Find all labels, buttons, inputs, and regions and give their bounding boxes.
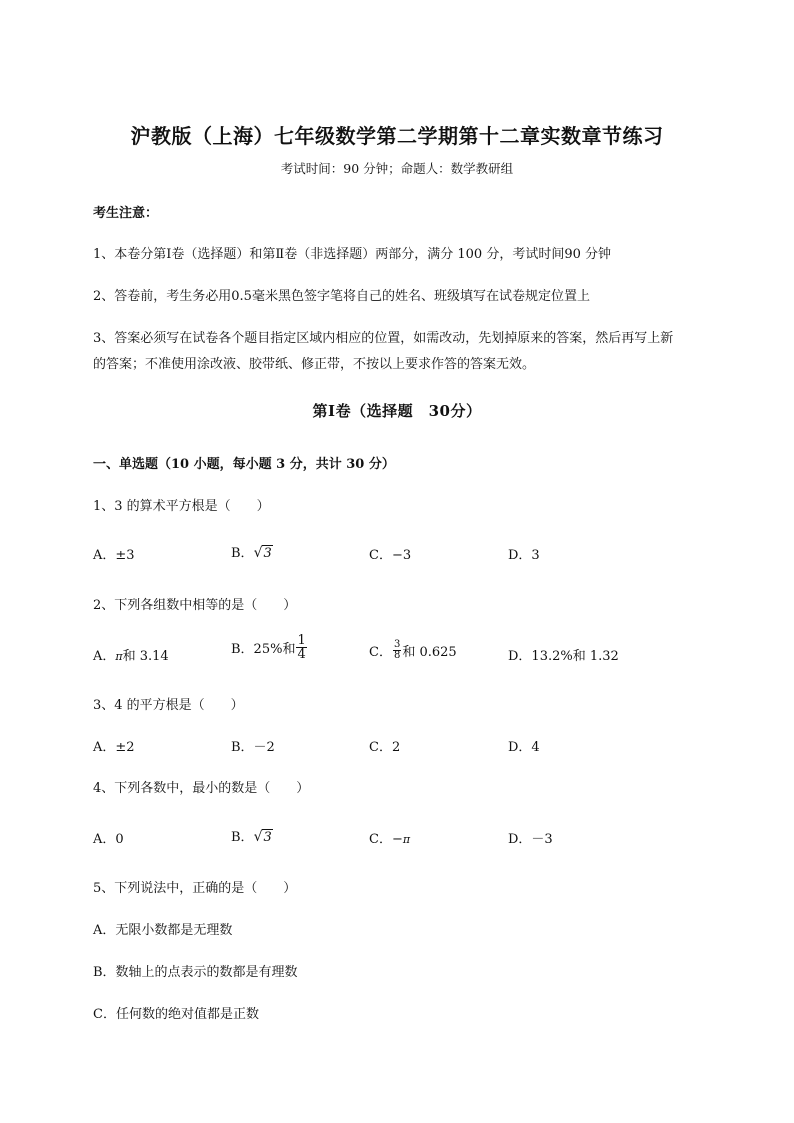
exam-subtitle: 考试时间：90 分钟；命题人：数学教研组 [280,161,514,176]
q2-option-c-rest: 和 0.625 [402,645,457,660]
question-2-stem: 2、下列各组数中相等的是（ ） [93,598,297,613]
q4-option-b-radicand: 3 [263,830,272,845]
q4-option-b[interactable] [231,826,273,845]
q2-option-c-label: C． [369,645,392,660]
sqrt-symbol: √3 [253,545,272,561]
fraction-denominator: 8 [393,650,401,661]
q4-option-a[interactable]: A．0 [93,832,124,847]
question-4-stem: 4、下列各数中，最小的数是（ ） [93,781,310,796]
notice-item-1: 1、本卷分第Ⅰ卷（选择题）和第Ⅱ卷（非选择题）两部分，满分 100 分，考试时间90 分钟 [93,247,611,262]
pi-symbol: π [115,650,123,663]
q1-option-c[interactable]: C．−3 [369,548,412,563]
question-5-stem: 5、下列说法中，正确的是（ ） [93,881,297,896]
fraction-three-eighths [393,640,401,661]
q2-option-a-label: A． [93,649,116,664]
q3-option-d[interactable]: D．4 [508,740,540,755]
q2-option-a-rest: 和 3.14 [122,649,169,664]
notice-item-3: 3、答案必须写在试卷各个题目指定区域内相应的位置，如需改动，先划掉原来的答案，然后再写上新 [93,331,674,346]
exam-title: 沪教版（上海）七年级数学第二学期第十二章实数章节练习 [130,124,664,148]
q1-option-b[interactable] [231,542,273,561]
fraction-numerator: 1 [297,633,306,648]
q1-option-b-label: B． [231,546,254,561]
notice-heading: 考生注意： [93,206,159,221]
q3-option-b[interactable]: B．－2 [231,740,275,755]
q2-option-b[interactable] [231,634,308,661]
question-3-stem: 3、4 的平方根是（ ） [93,698,244,713]
q4-option-c[interactable] [369,828,410,847]
q5-option-c[interactable]: C．任何数的绝对值都是正数 [93,1007,259,1022]
section-title: 第Ⅰ卷（选择题 30分） [312,402,482,420]
fraction-denominator: 4 [297,647,306,662]
q1-option-a[interactable]: A．±3 [93,548,135,563]
q1-option-d[interactable]: D．3 [508,548,540,563]
question-1-stem: 1、3 的算术平方根是（ ） [93,499,270,514]
q2-option-b-label: B．25%和 [231,642,296,657]
sqrt-symbol: √3 [253,829,272,845]
q2-option-a[interactable] [93,645,169,664]
fraction-one-quarter [296,634,306,661]
q3-option-a[interactable]: A．±2 [93,740,135,755]
q1-option-b-radicand: 3 [263,546,272,561]
q4-option-c-label: C．− [369,832,403,847]
pi-symbol: π [402,833,411,846]
q4-option-b-label: B． [231,830,254,845]
notice-item-3-cont: 的答案；不准使用涂改液、胶带纸、修正带，不按以上要求作答的答案无效。 [93,357,536,372]
q5-option-b[interactable]: B．数轴上的点表示的数都是有理数 [93,965,298,980]
notice-item-2: 2、答卷前，考生务必用0.5毫米黑色签字笔将自己的姓名、班级填写在试卷规定位置上 [93,289,590,304]
q3-option-c[interactable]: C．2 [369,740,401,755]
q2-option-c[interactable] [369,640,457,661]
part-heading: 一、单选题（10 小题，每小题 3 分，共计 30 分） [93,457,395,472]
q2-option-d[interactable]: D．13.2%和 1.32 [508,649,619,664]
q5-option-a[interactable]: A．无限小数都是无理数 [93,923,233,938]
q4-option-d[interactable]: D．－3 [508,832,553,847]
fraction-numerator: 3 [393,639,401,650]
